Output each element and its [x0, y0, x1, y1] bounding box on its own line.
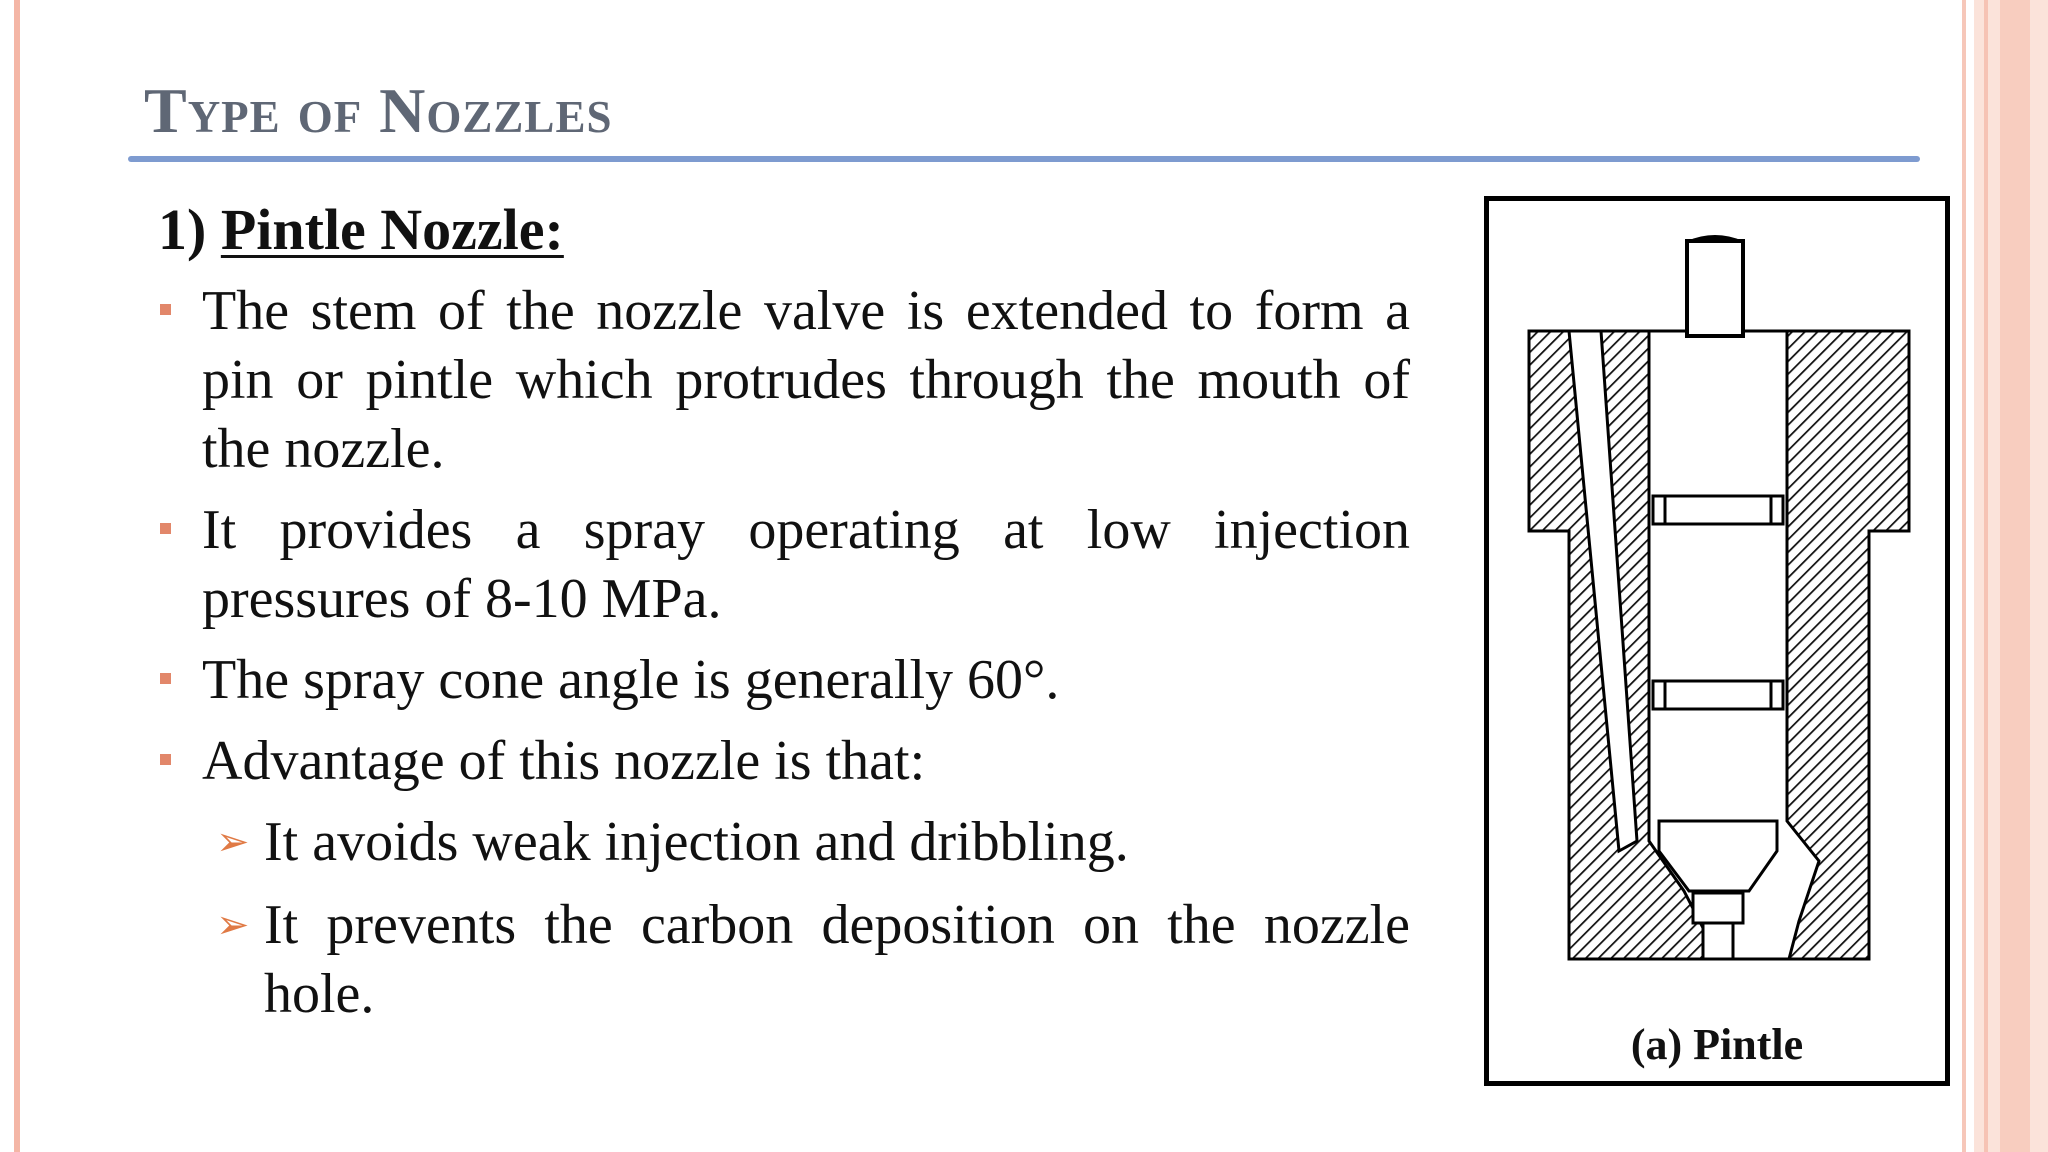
title-divider	[128, 156, 1920, 162]
section-number: 1)	[158, 197, 221, 262]
sub-bullet-text: It avoids weak injection and dribbling.	[264, 811, 1129, 873]
right-border-stripe-outer	[2000, 0, 2030, 1152]
bullet-list	[158, 277, 1410, 796]
section-title: Pintle Nozzle:	[220, 197, 564, 262]
valve-ring-upper	[1653, 496, 1783, 524]
slide-title: Type of Nozzles	[144, 75, 613, 146]
figure-caption: (a) Pintle	[1630, 1020, 1804, 1069]
bullet-item	[158, 646, 1410, 715]
arrow-bullet-icon: ➢	[216, 902, 250, 948]
sub-bullet-item	[158, 891, 1410, 1029]
bullet-item	[158, 496, 1410, 634]
bullet-item	[158, 727, 1410, 796]
right-border-stripe-inner	[1984, 0, 1988, 1152]
left-border-stripe	[14, 0, 20, 1152]
pintle-nozzle-diagram	[1489, 201, 1945, 1081]
slide-content	[158, 196, 1410, 1043]
right-border-stripe	[1962, 0, 1966, 1152]
valve-stem	[1687, 241, 1743, 336]
sub-bullet-item	[158, 808, 1410, 877]
bullet-text: Advantage of this nozzle is that:	[202, 730, 926, 792]
square-bullet-icon	[160, 673, 171, 684]
square-bullet-icon	[160, 523, 171, 534]
square-bullet-icon	[160, 754, 171, 765]
section-heading	[158, 196, 1410, 263]
valve-ring-lower	[1653, 681, 1783, 709]
square-bullet-icon	[160, 304, 171, 315]
bullet-text: The stem of the nozzle valve is extended to form a pin or pintle which protrudes through the mouth of the nozzle.	[202, 280, 1410, 480]
bullet-item	[158, 277, 1410, 484]
pintle-nozzle-figure	[1484, 196, 1950, 1086]
sub-bullet-text: It prevents the carbon deposition on the nozzle hole.	[264, 894, 1410, 1025]
arrow-bullet-icon: ➢	[216, 819, 250, 865]
bullet-text: It provides a spray operating at low injection pressures of 8-10 MPa.	[202, 499, 1410, 630]
bullet-text: The spray cone angle is generally 60°.	[202, 649, 1060, 711]
